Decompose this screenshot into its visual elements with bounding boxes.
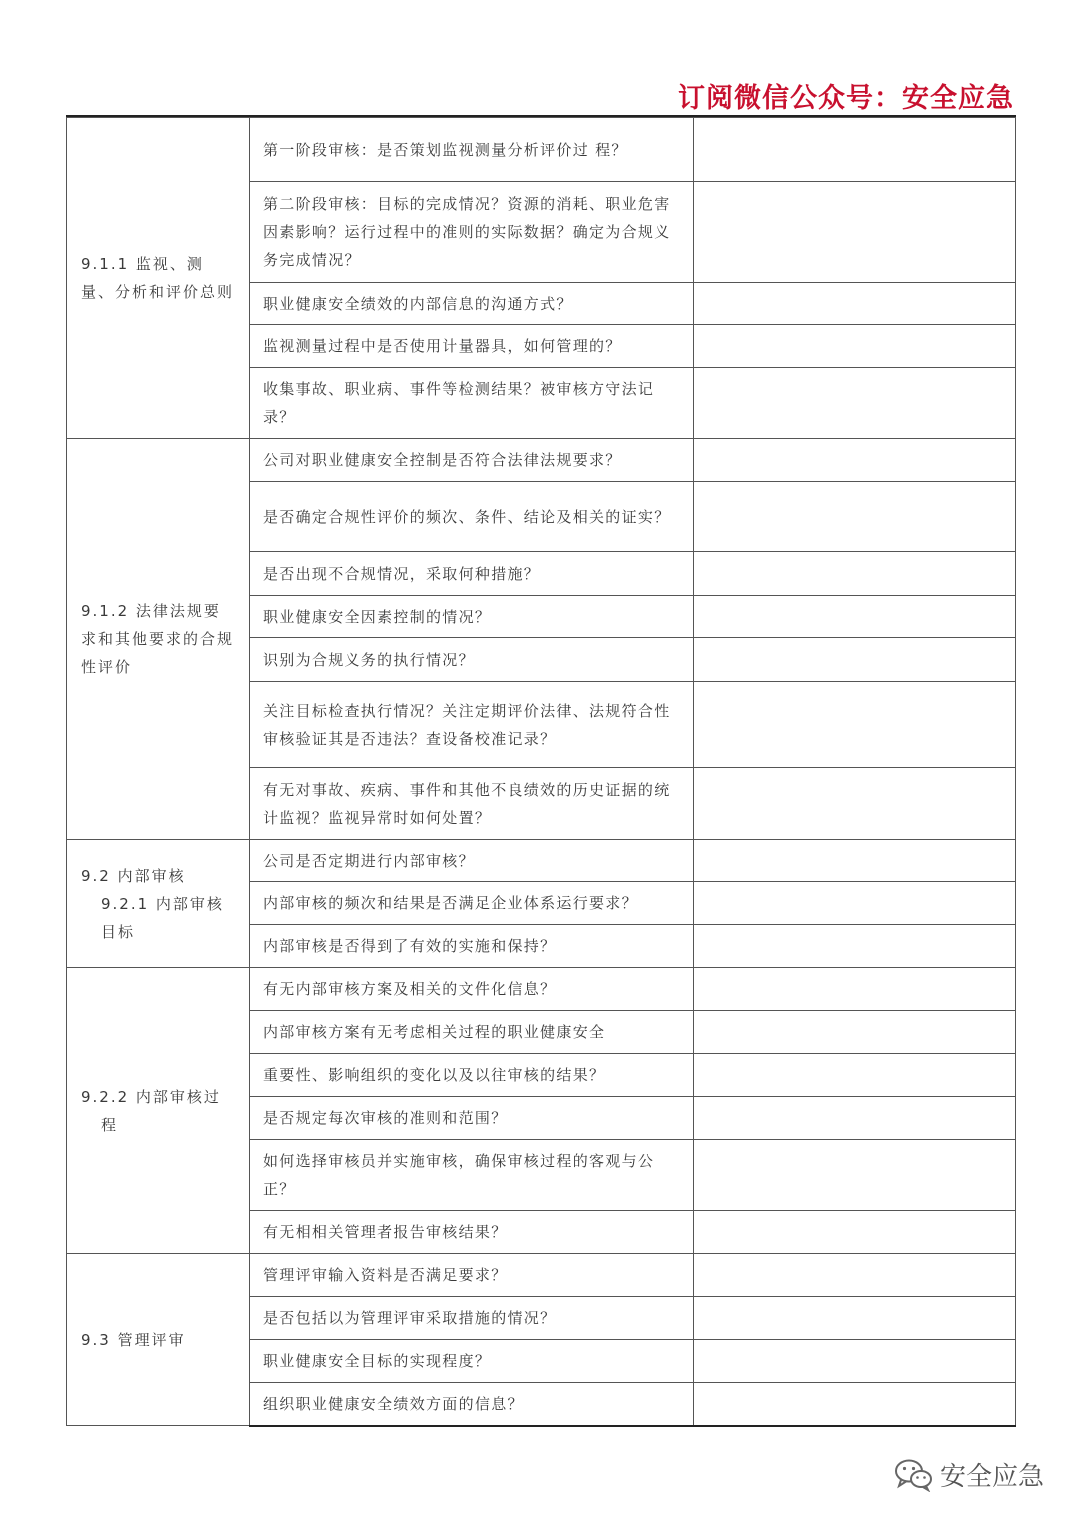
clause-label: 程 xyxy=(101,1115,119,1134)
audit-question: 有无内部审核方案及相关的文件化信息？ xyxy=(250,968,694,1011)
clause-label: 9.2.2 内部审核过 xyxy=(81,1087,221,1106)
audit-result-cell[interactable] xyxy=(694,1140,1016,1211)
audit-result-cell[interactable] xyxy=(694,1211,1016,1254)
audit-result-cell[interactable] xyxy=(694,882,1016,925)
clause-cell xyxy=(67,840,250,968)
audit-question: 有无相相关管理者报告审核结果？ xyxy=(250,1211,694,1254)
audit-result-cell[interactable] xyxy=(694,118,1016,182)
audit-result-cell[interactable] xyxy=(694,596,1016,638)
audit-question: 职业健康安全目标的实现程度？ xyxy=(250,1340,694,1383)
audit-result-cell[interactable] xyxy=(694,638,1016,682)
audit-result-cell[interactable] xyxy=(694,968,1016,1011)
audit-question: 职业健康安全因素控制的情况？ xyxy=(250,596,694,638)
audit-result-cell[interactable] xyxy=(694,552,1016,596)
audit-result-cell[interactable] xyxy=(694,1254,1016,1297)
clause-cell xyxy=(67,1254,250,1426)
audit-question: 内部审核是否得到了有效的实施和保持？ xyxy=(250,925,694,968)
audit-question: 第二阶段审核：目标的完成情况？资源的消耗、职业危害因素影响？运行过程中的准则的实际数据？确定为合规义务完成情况？ xyxy=(250,182,694,283)
table-row xyxy=(67,439,1016,482)
audit-result-cell[interactable] xyxy=(694,1340,1016,1383)
audit-result-cell[interactable] xyxy=(694,325,1016,368)
audit-result-cell[interactable] xyxy=(694,283,1016,325)
watermark-text: 安全应急 xyxy=(939,1462,1044,1492)
audit-result-cell[interactable] xyxy=(694,1054,1016,1097)
audit-question: 收集事故、职业病、事件等检测结果？被审核方守法记录？ xyxy=(250,368,694,439)
audit-question: 管理评审输入资料是否满足要求？ xyxy=(250,1254,694,1297)
audit-result-cell[interactable] xyxy=(694,840,1016,882)
audit-question: 重要性、影响组织的变化以及以往审核的结果？ xyxy=(250,1054,694,1097)
audit-question: 是否规定每次审核的准则和范围？ xyxy=(250,1097,694,1140)
audit-question: 第一阶段审核：是否策划监视测量分析评价过 程？ xyxy=(250,118,694,182)
audit-question: 如何选择审核员并实施审核，确保审核过程的客观与公正？ xyxy=(250,1140,694,1211)
audit-result-cell[interactable] xyxy=(694,682,1016,768)
audit-question: 公司对职业健康安全控制是否符合法律法规要求？ xyxy=(250,439,694,482)
audit-question: 职业健康安全绩效的内部信息的沟通方式？ xyxy=(250,283,694,325)
table-row xyxy=(67,118,1016,182)
audit-checklist-table xyxy=(66,117,1016,1427)
table-row xyxy=(67,840,1016,882)
clause-label: 9.1.1 监视、测量、分析和评价总则 xyxy=(81,255,235,301)
audit-result-cell[interactable] xyxy=(694,368,1016,439)
audit-result-cell[interactable] xyxy=(694,925,1016,968)
audit-result-cell[interactable] xyxy=(694,768,1016,840)
audit-question: 监视测量过程中是否使用计量器具，如何管理的？ xyxy=(250,325,694,368)
audit-question: 是否出现不合规情况，采取何种措施？ xyxy=(250,552,694,596)
clause-label: 9.2 内部审核 xyxy=(81,866,186,885)
audit-question: 是否确定合规性评价的频次、条件、结论及相关的证实？ xyxy=(250,482,694,552)
audit-question: 关注目标检查执行情况？关注定期评价法律、法规符合性审核验证其是否违法？查设备校准记录？ xyxy=(250,682,694,768)
audit-result-cell[interactable] xyxy=(694,1383,1016,1426)
table-body xyxy=(67,118,1016,1426)
audit-question: 组织职业健康安全绩效方面的信息？ xyxy=(250,1383,694,1426)
wechat-icon xyxy=(894,1458,934,1492)
clause-cell xyxy=(67,439,250,840)
audit-result-cell[interactable] xyxy=(694,1097,1016,1140)
audit-question: 内部审核的频次和结果是否满足企业体系运行要求？ xyxy=(250,882,694,925)
audit-question: 有无对事故、疾病、事件和其他不良绩效的历史证据的统计监视？监视异常时如何处置？ xyxy=(250,768,694,840)
audit-result-cell[interactable] xyxy=(694,1011,1016,1054)
audit-question: 公司是否定期进行内部审核？ xyxy=(250,840,694,882)
clause-label: 9.2.1 内部审核目标 xyxy=(101,894,224,941)
clause-label: 9.3 管理评审 xyxy=(81,1330,186,1349)
table-row xyxy=(67,968,1016,1011)
audit-result-cell[interactable] xyxy=(694,482,1016,552)
table-row xyxy=(67,1254,1016,1297)
clause-cell xyxy=(67,118,250,439)
clause-cell xyxy=(67,968,250,1254)
watermark xyxy=(894,1456,1044,1493)
audit-result-cell[interactable] xyxy=(694,182,1016,283)
audit-result-cell[interactable] xyxy=(694,1297,1016,1340)
audit-question: 是否包括以为管理评审采取措施的情况？ xyxy=(250,1297,694,1340)
audit-question: 内部审核方案有无考虑相关过程的职业健康安全 xyxy=(250,1011,694,1054)
header-banner: 订阅微信公众号：安全应急 xyxy=(678,83,1014,114)
audit-result-cell[interactable] xyxy=(694,439,1016,482)
clause-label: 9.1.2 法律法规要求和其他要求的合规性评价 xyxy=(81,602,235,676)
audit-question: 识别为合规义务的执行情况？ xyxy=(250,638,694,682)
